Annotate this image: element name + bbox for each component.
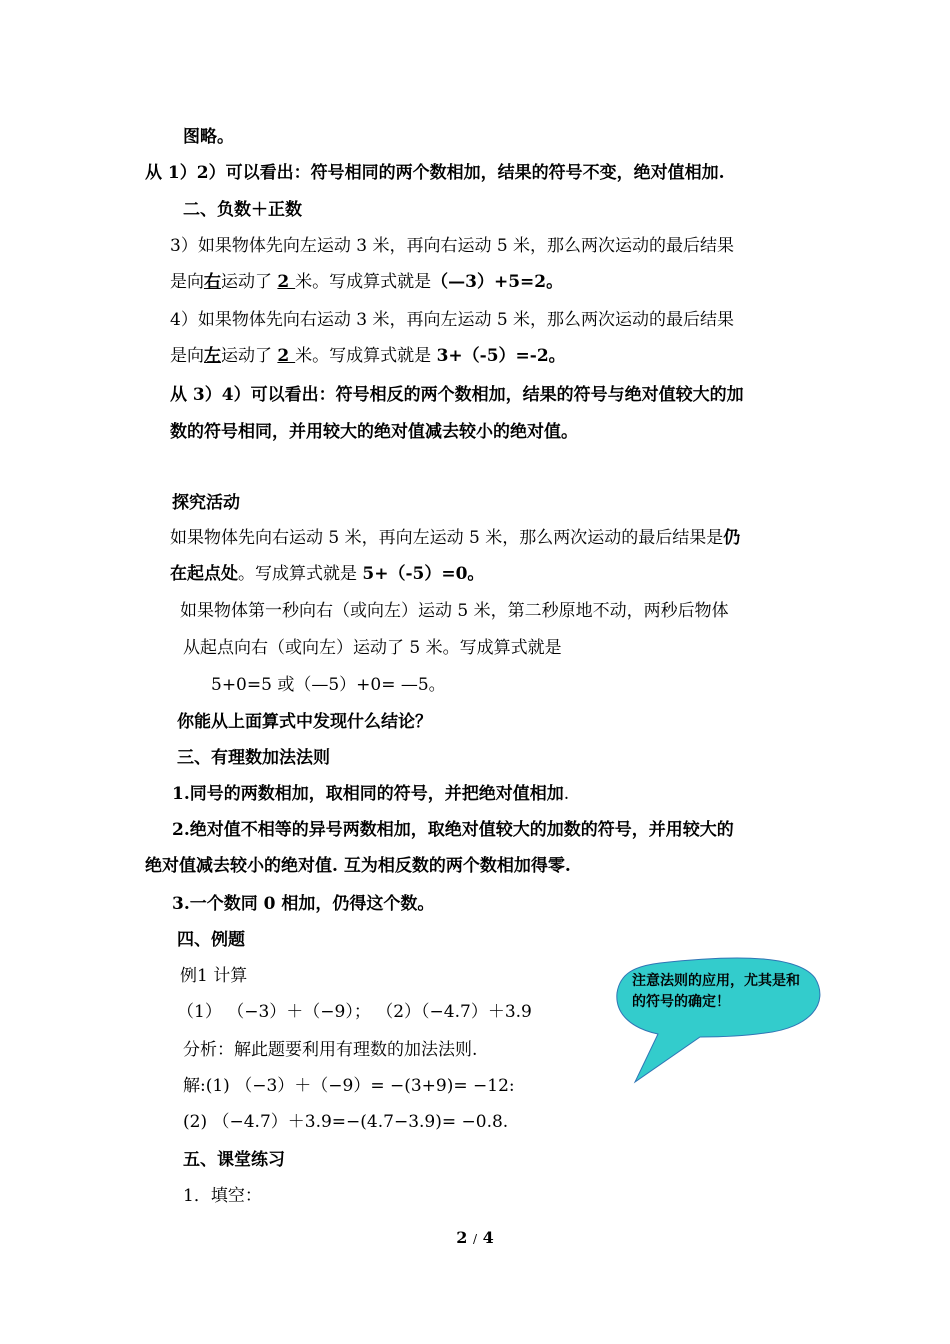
current-page: 2: [456, 1228, 468, 1247]
formula-case-4: 3+（-5）=-2。: [436, 346, 566, 366]
heading-exploration: 探究活动: [172, 493, 240, 513]
text-fragment: .: [563, 784, 570, 804]
text-fragment: 如果物体先向右运动 5 米，再向左运动 5 米，那么两次运动的最后结果是: [170, 528, 724, 548]
page-number: [0, 1228, 950, 1247]
rule-1: [172, 782, 569, 806]
text-fragment: 米。写成算式就是: [295, 272, 432, 292]
formula-exploration-2: 5+0=5 或（—5）+0= —5。: [211, 675, 446, 695]
solution-2: (2) （−4.7）＋3.9=−(4.7−3.9)= −0.8.: [183, 1112, 509, 1132]
answer-right: 右: [204, 272, 221, 292]
solution-1: 解:(1) （−3）＋（−9）= −(3+9)= −12:: [183, 1076, 515, 1096]
line-exploration-2-cont: 从起点向右（或向左）运动了 5 米。写成算式就是: [183, 638, 562, 658]
heading-class-exercise: 五、课堂练习: [183, 1150, 285, 1170]
line-exploration-1-cont: [170, 562, 484, 586]
answer-distance: 2: [277, 272, 296, 292]
formula-exploration-1: 5+（-5）=0。: [362, 564, 485, 584]
text-fragment-bold: 仍: [723, 528, 741, 548]
question-line: 你能从上面算式中发现什么结论？: [177, 712, 432, 732]
heading-negative-plus-positive: 二、负数＋正数: [183, 200, 302, 220]
heading-examples: 四、例题: [177, 930, 245, 950]
text-fragment: 是向: [170, 272, 204, 292]
answer-distance: 2: [277, 346, 296, 366]
answer-left: 左: [204, 346, 221, 366]
text-fragment: 。写成算式就是: [238, 564, 363, 584]
formula-case-3: （—3）+5=2。: [431, 272, 564, 292]
heading-addition-rules: 三、有理数加法法则: [177, 748, 330, 768]
example-1-problems: （1） （−3）＋（−9）； （2）（−4.7）＋3.9: [177, 1002, 532, 1022]
text-fragment: 米。写成算式就是: [295, 346, 437, 366]
analysis-line: 分析：解此题要利用有理数的加法法则.: [183, 1040, 478, 1060]
example-1-title: 例1 计算: [180, 966, 248, 986]
line-conclusion-opposite-sign: 从 3）4）可以看出：符号相反的两个数相加，结果的符号与绝对值较大的加: [170, 385, 744, 405]
text-fragment-bold: 在起点处: [170, 564, 238, 584]
text-fragment: 运动了: [221, 272, 278, 292]
line-exploration-2: 如果物体第一秒向右（或向左）运动 5 米，第二秒原地不动，两秒后物体: [180, 601, 729, 621]
total-pages: 4: [482, 1228, 494, 1247]
line-conclusion-same-sign: 从 1）2）可以看出：符号相同的两个数相加，结果的符号不变，绝对值相加.: [145, 163, 725, 183]
page-separator: /: [472, 1232, 478, 1246]
line-case-3-result: [170, 270, 563, 294]
line-exploration-1: [170, 526, 740, 550]
text-fragment: 运动了: [221, 346, 278, 366]
speech-bubble-callout: [600, 948, 825, 1088]
rule-2: 2.绝对值不相等的异号两数相加，取绝对值较大的加数的符号，并用较大的: [172, 820, 734, 840]
text-fragment: 是向: [170, 346, 204, 366]
rule-3: 3.一个数同 0 相加，仍得这个数。: [172, 894, 435, 914]
line-conclusion-opposite-sign-cont: 数的符号相同，并用较大的绝对值减去较小的绝对值。: [170, 422, 578, 442]
exercise-1-fill-blank: 1．填空：: [183, 1186, 262, 1206]
rule-2-cont: 绝对值减去较小的绝对值. 互为相反数的两个数相加得零.: [145, 856, 571, 876]
line-case-4: 4）如果物体先向右运动 3 米，再向左运动 5 米，那么两次运动的最后结果: [170, 310, 735, 330]
text-fragment-bold: 1.同号的两数相加，取相同的符号，并把绝对值相加: [172, 784, 564, 804]
line-case-3: 3）如果物体先向左运动 3 米，再向右运动 5 米，那么两次运动的最后结果: [170, 236, 735, 256]
callout-note: 注意法则的应用，尤其是和的符号的确定！: [632, 973, 800, 1010]
line-figure-omitted: 图略。: [183, 127, 234, 147]
line-case-4-result: [170, 344, 566, 368]
